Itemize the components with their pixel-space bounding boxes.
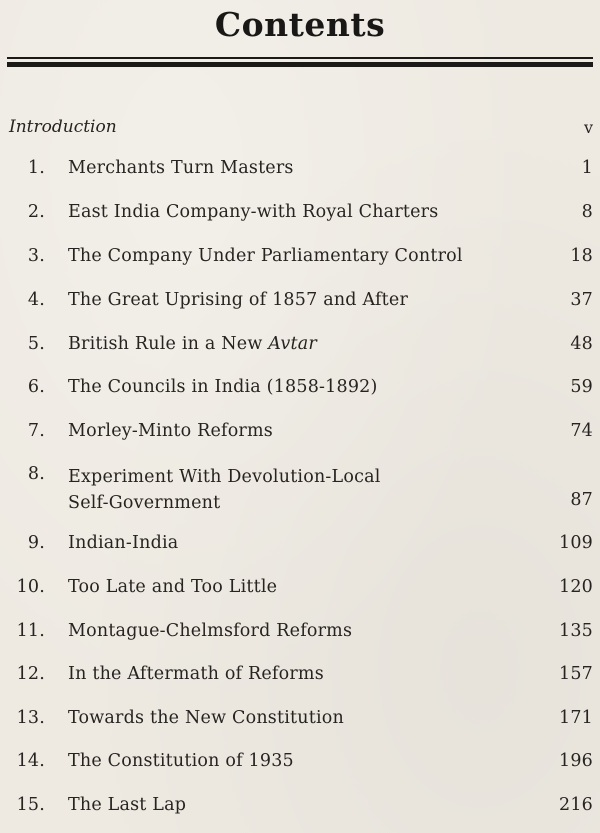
entry-number: 3.: [27, 246, 45, 266]
entry-title-text: British Rule in a New: [68, 334, 269, 354]
entry-title-italic: Avtar: [268, 334, 317, 354]
entry-title: The Company Under Parliamentary Control: [68, 246, 463, 266]
entry-title: Morley-Minto Reforms: [68, 421, 273, 441]
entry-title: The Councils in India (1858-1892): [68, 377, 378, 397]
entry-title: Merchants Turn Masters: [68, 158, 294, 178]
entry-title-line2: Self-Government: [68, 493, 221, 513]
entry-title: The Great Uprising of 1857 and After: [68, 290, 409, 310]
entry-page: 120: [558, 577, 593, 597]
entry-number: 4.: [27, 290, 45, 310]
title-rule-thick: [7, 62, 593, 67]
entry-title: Montague-Chelmsford Reforms: [68, 621, 353, 641]
entry-number: 12.: [16, 664, 45, 684]
entry-title: East India Company-with Royal Charters: [68, 202, 439, 222]
entry-page: 109: [558, 533, 593, 553]
entry-title: Indian-India: [68, 533, 179, 553]
entry-number: 6.: [27, 377, 45, 397]
entry-title: Too Late and Too Little: [68, 577, 278, 597]
entry-page: 157: [558, 664, 593, 684]
entry-page: 8: [581, 202, 593, 222]
toc-entry-introduction: [9, 114, 593, 140]
entry-page: 87: [570, 490, 593, 510]
page-title: Contents: [214, 5, 386, 44]
entry-number: 1.: [27, 158, 45, 178]
entry-number: 2.: [27, 202, 45, 222]
entry-number: 13.: [16, 708, 45, 728]
entry-number: 10.: [16, 577, 45, 597]
entry-title: [68, 464, 533, 516]
entry-page: 18: [570, 246, 593, 266]
entry-page: 1: [581, 158, 593, 178]
entry-page: v: [583, 117, 593, 137]
entry-number: 9.: [27, 533, 45, 553]
entry-number: 15.: [16, 795, 45, 815]
entry-number: 11.: [16, 621, 45, 641]
entry-title: The Constitution of 1935: [68, 751, 294, 771]
entry-page: 171: [558, 708, 593, 728]
entry-page: 37: [570, 290, 593, 310]
entry-page: 216: [558, 795, 593, 815]
entry-page: 135: [558, 621, 593, 641]
entry-title: [68, 334, 533, 354]
entry-number: 14.: [16, 751, 45, 771]
entry-title: In the Aftermath of Reforms: [68, 664, 324, 684]
entry-number: 5.: [27, 334, 45, 354]
entry-number: 8.: [27, 464, 45, 484]
entry-title-line1: Experiment With Devolution-Local: [68, 467, 381, 487]
entry-number: 7.: [27, 421, 45, 441]
entry-title: Introduction: [9, 117, 117, 137]
entry-page: 196: [558, 751, 593, 771]
entry-title: Towards the New Constitution: [68, 708, 344, 728]
entry-page: 48: [570, 334, 593, 354]
entry-page: 74: [570, 421, 593, 441]
entry-title: The Last Lap: [68, 795, 187, 815]
title-rule-thin: [7, 57, 593, 59]
entry-page: 59: [570, 377, 593, 397]
